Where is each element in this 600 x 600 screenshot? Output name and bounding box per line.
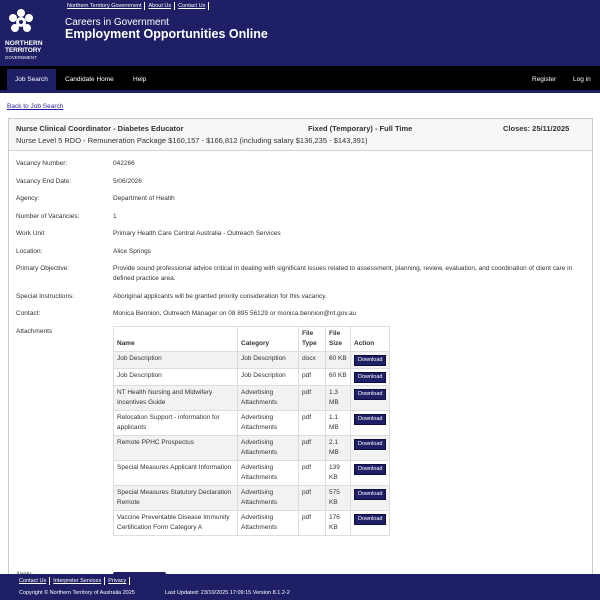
site-title[interactable]: Employment Opportunities Online	[65, 27, 268, 41]
attachment-category: Advertising Attachments	[238, 486, 299, 511]
attachment-name: NT Health Nursing and Midwifery Incentives Guide	[114, 386, 238, 411]
work-unit-value: Primary Health Care Central Australia - Outreach Services	[113, 230, 281, 237]
location-value: Alice Springs	[113, 248, 151, 255]
attachment-action	[351, 411, 390, 436]
vacancy-end-value: 5/06/2026	[113, 178, 142, 185]
vacancy-number-label: Vacancy Number:	[16, 160, 68, 167]
download-button[interactable]: Download	[354, 372, 386, 383]
job-employment-type: Fixed (Temporary) - Full Time	[308, 124, 413, 133]
download-button[interactable]: Download	[354, 414, 386, 425]
table-row	[114, 486, 390, 511]
col-action: Action	[351, 327, 390, 352]
footer-link-contact-us[interactable]: Contact Us	[17, 577, 50, 585]
attachments-label: Attachments	[16, 328, 53, 335]
footer-link-privacy[interactable]: Privacy	[105, 577, 130, 585]
attachment-size: 575 KB	[326, 486, 351, 511]
nav-login[interactable]: Log in	[573, 76, 591, 83]
nav-candidate-home[interactable]: Candidate Home	[65, 76, 114, 83]
attachment-category: Advertising Attachments	[238, 386, 299, 411]
logo-line-2: TERRITORY	[5, 47, 42, 54]
col-name: Name	[114, 327, 238, 352]
attachment-action	[351, 511, 390, 536]
attachment-type: pdf	[299, 511, 326, 536]
attachment-category: Advertising Attachments	[238, 461, 299, 486]
table-row	[114, 511, 390, 536]
table-row	[114, 352, 390, 369]
attachment-name: Vaccine Preventable Disease Immunity Certification Form Category A	[114, 511, 238, 536]
attachment-name: Special Measures Statutory Declaration Remote	[114, 486, 238, 511]
back-to-job-search-link[interactable]: Back to Job Search	[7, 103, 64, 110]
site-header	[0, 0, 600, 66]
footer-link-interpreter[interactable]: Interpreter Services	[50, 577, 105, 585]
attachment-category: Job Description	[238, 369, 299, 386]
nav-help[interactable]: Help	[133, 76, 147, 83]
job-title: Nurse Clinical Coordinator - Diabetes Educator	[16, 124, 184, 133]
main-nav	[0, 66, 600, 90]
attachment-category: Advertising Attachments	[238, 411, 299, 436]
work-unit-label: Work Unit	[16, 230, 45, 237]
footer-links	[17, 577, 130, 585]
attachment-type: pdf	[299, 461, 326, 486]
logo-line-3: GOVERNMENT	[5, 55, 38, 60]
contact-value[interactable]: Monica Bennion, Outreach Manager on 08 895 56129 or monica.bennion@nt.gov.au	[113, 310, 357, 317]
col-file-type: File Type	[299, 327, 326, 352]
attachments-table	[113, 326, 390, 536]
copyright-text: Copyright © Northern Territory of Australia 2025	[19, 590, 135, 596]
num-vacancies-label: Number of Vacancies:	[16, 213, 80, 220]
attachment-action	[351, 436, 390, 461]
attachment-type: pdf	[299, 386, 326, 411]
attachment-name: Job Description	[114, 369, 238, 386]
table-row	[114, 436, 390, 461]
vacancy-number-value: 042266	[113, 160, 135, 167]
download-button[interactable]: Download	[354, 514, 386, 525]
attachment-name: Special Measures Applicant Information	[114, 461, 238, 486]
attachment-action	[351, 461, 390, 486]
last-updated-text: Last Updated: 23/10/2025 17:09:15 Version 8.1.2-2	[165, 590, 290, 596]
attachment-size: 1.3 MB	[326, 386, 351, 411]
link-contact-us[interactable]: Contact Us	[175, 2, 209, 10]
attachment-action	[351, 369, 390, 386]
job-remuneration: Nurse Level 5 RDO - Remuneration Package $160,157 - $166,812 (including salary $136,235 - $143,391)	[16, 136, 368, 145]
instructions-label: Special Instructions:	[16, 293, 75, 300]
location-label: Location:	[16, 248, 43, 255]
attachment-action	[351, 486, 390, 511]
attachment-category: Advertising Attachments	[238, 511, 299, 536]
download-button[interactable]: Download	[354, 489, 386, 500]
num-vacancies-value: 1	[113, 213, 117, 220]
download-button[interactable]: Download	[354, 439, 386, 450]
attachment-size: 176 KB	[326, 511, 351, 536]
col-file-size: File Size	[326, 327, 351, 352]
nt-flower-icon	[5, 6, 59, 40]
nav-divider	[0, 90, 600, 93]
attachment-name: Job Description	[114, 352, 238, 369]
attachment-category: Advertising Attachments	[238, 436, 299, 461]
instructions-value: Aboriginal applicants will be granted priority consideration for this vacancy.	[113, 293, 327, 300]
contact-label: Contact:	[16, 310, 41, 317]
col-category: Category	[238, 327, 299, 352]
nav-register[interactable]: Register	[532, 76, 557, 83]
logo-text	[5, 40, 59, 61]
download-button[interactable]: Download	[354, 389, 386, 400]
download-button[interactable]: Download	[354, 464, 386, 475]
site-footer	[0, 574, 600, 600]
agency-value: Department of Health	[113, 195, 175, 202]
attachment-size: 2.1 MB	[326, 436, 351, 461]
job-closing-date: Closes: 25/11/2025	[503, 124, 570, 133]
table-row	[114, 461, 390, 486]
nav-job-search[interactable]: Job Search	[7, 69, 56, 90]
attachment-type: pdf	[299, 486, 326, 511]
attachment-type: docx	[299, 352, 326, 369]
attachment-action	[351, 352, 390, 369]
attachment-category: Job Description	[238, 352, 299, 369]
objective-value: Provide sound professional advice critical in dealing with significant issues related to assessment, planning, review, evaluation, and coordination of client care in defined practice area.	[113, 265, 573, 282]
download-button[interactable]: Download	[354, 355, 386, 366]
logo-line-1: NORTHERN	[5, 40, 43, 47]
top-links	[66, 2, 209, 10]
table-row	[114, 386, 390, 411]
attachment-name: Relocation Support - information for applicants	[114, 411, 238, 436]
job-details-panel	[8, 118, 593, 588]
attachment-size: 139 KB	[326, 461, 351, 486]
objective-label: Primary Objective:	[16, 265, 70, 272]
vacancy-end-label: Vacancy End Date:	[16, 178, 72, 185]
attachment-size: 1.1 MB	[326, 411, 351, 436]
attachment-name: Remote PPHC Prospectus	[114, 436, 238, 461]
link-about-us[interactable]: About Us	[145, 2, 175, 10]
nt-government-logo[interactable]	[5, 6, 59, 60]
attachment-type: pdf	[299, 411, 326, 436]
attachment-type: pdf	[299, 369, 326, 386]
site-subtitle: Careers in Government	[65, 17, 169, 28]
link-nt-government[interactable]: Northern Territory Government	[66, 2, 145, 10]
agency-label: Agency:	[16, 195, 40, 202]
table-row	[114, 369, 390, 386]
attachments-header-row	[114, 327, 390, 352]
attachment-action	[351, 386, 390, 411]
attachment-type: pdf	[299, 436, 326, 461]
job-header	[9, 119, 592, 151]
attachment-size: 60 KB	[326, 369, 351, 386]
table-row	[114, 411, 390, 436]
attachment-size: 60 KB	[326, 352, 351, 369]
